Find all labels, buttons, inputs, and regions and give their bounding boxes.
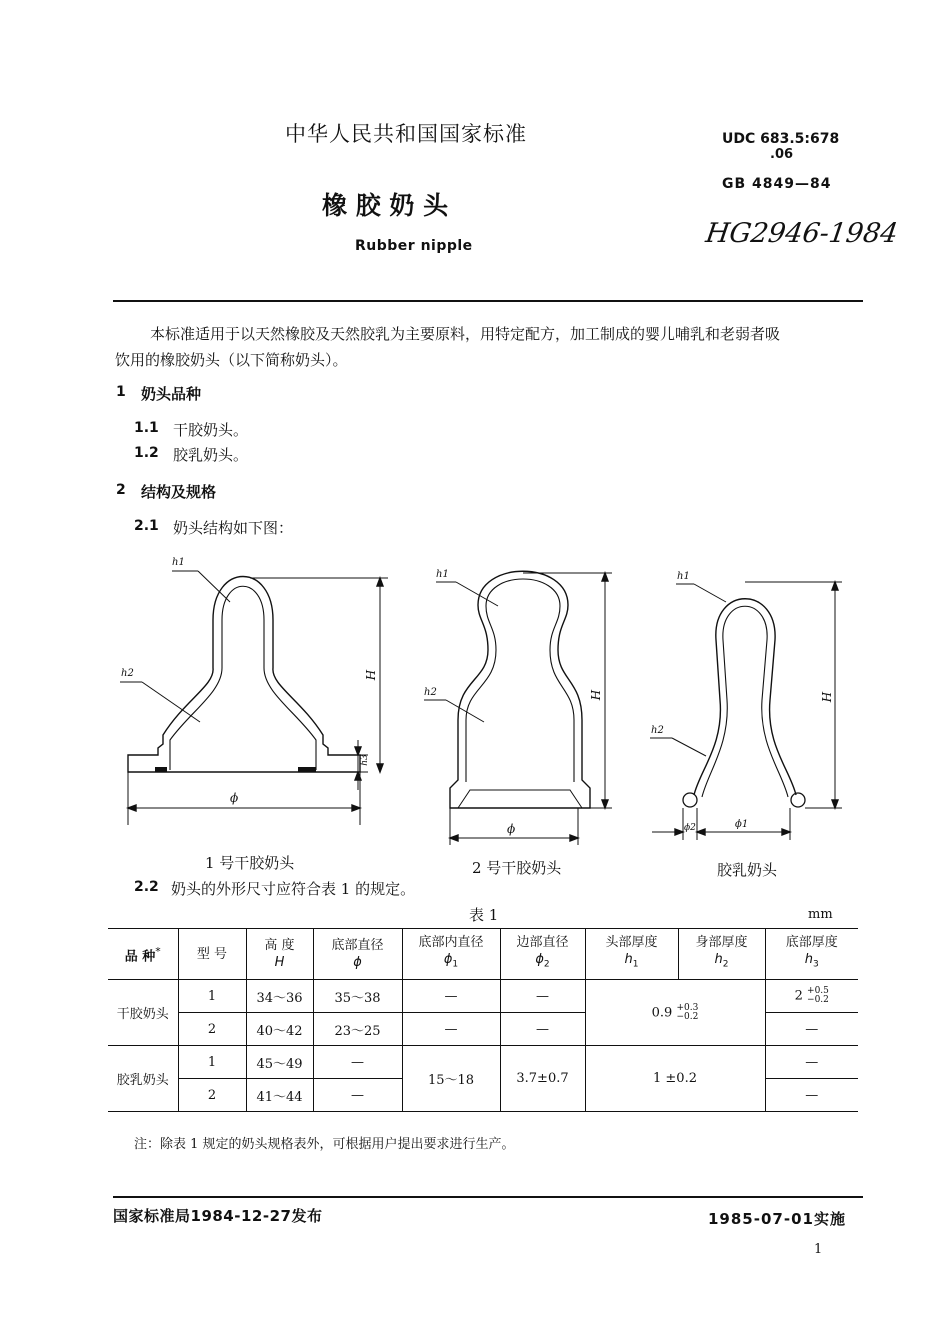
base-diameter-cell: 35～38	[313, 980, 402, 1013]
table-note: 注：除表 1 规定的奶头规格表外，可根据用户提出要求进行生产。	[134, 1137, 515, 1152]
edge-diameter-cell: —	[500, 1013, 585, 1046]
header-rule	[113, 300, 863, 302]
latex-edge-diameter-cell: 3.7±0.7	[500, 1046, 585, 1112]
table-title: 表 1	[469, 906, 499, 924]
nipple-2-drawing	[424, 571, 612, 845]
table-unit: mm	[808, 907, 833, 922]
height-cell: 41～44	[246, 1079, 313, 1112]
latex2-base-thickness-cell: —	[765, 1079, 858, 1112]
nipple-1-h1-label: h1	[172, 557, 185, 568]
base-diameter-cell: 23～25	[313, 1013, 402, 1046]
header-inner-diameter: 底部内直径 $\phi_1$	[402, 929, 500, 980]
nipple-1-h2-label: h2	[121, 668, 134, 679]
intro-paragraph-line-2: 饮用的橡胶奶头（以下简称奶头）。	[115, 351, 348, 369]
section-2-2-text: 奶头的外形尺寸应符合表 1 的规定。	[171, 880, 416, 898]
header-body-thickness: 身部厚度 $h_2$	[678, 929, 765, 980]
nipple-2-h2-label: h2	[424, 687, 437, 698]
table-row	[108, 980, 858, 1013]
model-cell: 2	[178, 1013, 246, 1046]
model-cell: 1	[178, 980, 246, 1013]
section-2-1-number: 2.1	[134, 518, 159, 534]
section-2-title: 结构及规格	[141, 483, 217, 501]
header-base-diameter: 底部直径 ϕ	[313, 929, 402, 980]
nipple-3-h2-label: h2	[651, 725, 664, 736]
model-cell: 2	[178, 1079, 246, 1112]
dry2-base-thickness-cell: —	[765, 1013, 858, 1046]
height-cell: 40～42	[246, 1013, 313, 1046]
model-cell: 1	[178, 1046, 246, 1079]
inner-diameter-cell: —	[402, 980, 500, 1013]
section-2-2-number: 2.2	[134, 879, 159, 895]
table-header-row	[108, 929, 858, 980]
latex-kind-cell: 胶乳奶头	[108, 1046, 178, 1112]
dry-kind-cell: 干胶奶头	[108, 980, 178, 1046]
header-edge-diameter: 边部直径 $\phi_2$	[500, 929, 585, 980]
nipple-1-drawing	[120, 571, 388, 825]
section-1-1-number: 1.1	[134, 420, 159, 436]
nipple-3-h1-label: h1	[677, 571, 690, 582]
udc-line-2: .06	[770, 147, 794, 162]
nipple-dimensions-table	[108, 928, 858, 1112]
udc-line-1: UDC 683.5:678	[722, 131, 840, 147]
issue-date: 国家标准局1984-12-27发布	[113, 1207, 323, 1225]
effective-date: 1985-07-01实施	[708, 1210, 846, 1228]
nipple-1-H-label: H	[364, 669, 379, 681]
nipple-1-h3-label: h3	[359, 754, 370, 766]
page-number: 1	[814, 1242, 823, 1257]
header-kind: 品 种*	[108, 929, 178, 980]
document-title: 橡 胶 奶 头	[322, 191, 449, 220]
section-1-2-text: 胶乳奶头。	[173, 446, 249, 464]
nipple-3-H-label: H	[820, 691, 835, 703]
dry-thickness-cell: 0.9 +0.3 −0.2	[585, 980, 765, 1046]
base-diameter-cell: —	[313, 1079, 402, 1112]
nipple-2-H-label: H	[589, 689, 604, 701]
header-head-thickness: 头部厚度 $h_1$	[585, 929, 678, 980]
standard-heading: 中华人民共和国国家标准	[285, 122, 527, 146]
nipple-3-drawing	[650, 582, 842, 840]
table-row	[108, 1046, 858, 1079]
intro-paragraph-line-1: 本标准适用于以天然橡胶及天然胶乳为主要原料，用特定配方，加工制成的婴儿哺乳和老弱者吸	[150, 325, 781, 343]
dry1-base-thickness-cell: 2 +0.5 −0.2	[765, 980, 858, 1013]
figure-caption-3: 胶乳奶头	[717, 861, 778, 879]
height-cell: 34～36	[246, 980, 313, 1013]
nipple-structure-figure	[0, 555, 950, 885]
nipple-1-phi-label: ϕ	[230, 791, 239, 805]
hg-handwritten-number: HG2946-1984	[703, 218, 900, 249]
nipple-2-phi-label: ϕ	[507, 822, 516, 836]
latex-thickness-cell: 1 ±0.2	[585, 1046, 765, 1112]
document-title-english: Rubber nipple	[355, 238, 473, 254]
header-height: 高 度 H	[246, 929, 313, 980]
figure-caption-2: 2 号干胶奶头	[472, 859, 562, 877]
gb-number: GB 4849—84	[722, 176, 832, 192]
section-1-number: 1	[116, 384, 126, 400]
header-model: 型 号	[178, 929, 246, 980]
latex1-base-thickness-cell: —	[765, 1046, 858, 1079]
base-diameter-cell: —	[313, 1046, 402, 1079]
inner-diameter-cell: —	[402, 1013, 500, 1046]
section-1-2-number: 1.2	[134, 445, 159, 461]
latex-inner-diameter-cell: 15～18	[402, 1046, 500, 1112]
section-2-number: 2	[116, 482, 126, 498]
height-cell: 45～49	[246, 1046, 313, 1079]
nipple-3-phi2-label: ϕ2	[684, 823, 696, 833]
nipple-3-phi1-label: ϕ1	[735, 819, 749, 830]
section-1-title: 奶头品种	[141, 385, 202, 403]
nipple-2-h1-label: h1	[436, 569, 449, 580]
footer-rule	[113, 1196, 863, 1198]
section-2-1-text: 奶头结构如下图：	[173, 519, 294, 537]
edge-diameter-cell: —	[500, 980, 585, 1013]
header-base-thickness: 底部厚度 $h_3$	[765, 929, 858, 980]
section-1-1-text: 干胶奶头。	[173, 421, 249, 439]
figure-caption-1: 1 号干胶奶头	[205, 854, 295, 872]
